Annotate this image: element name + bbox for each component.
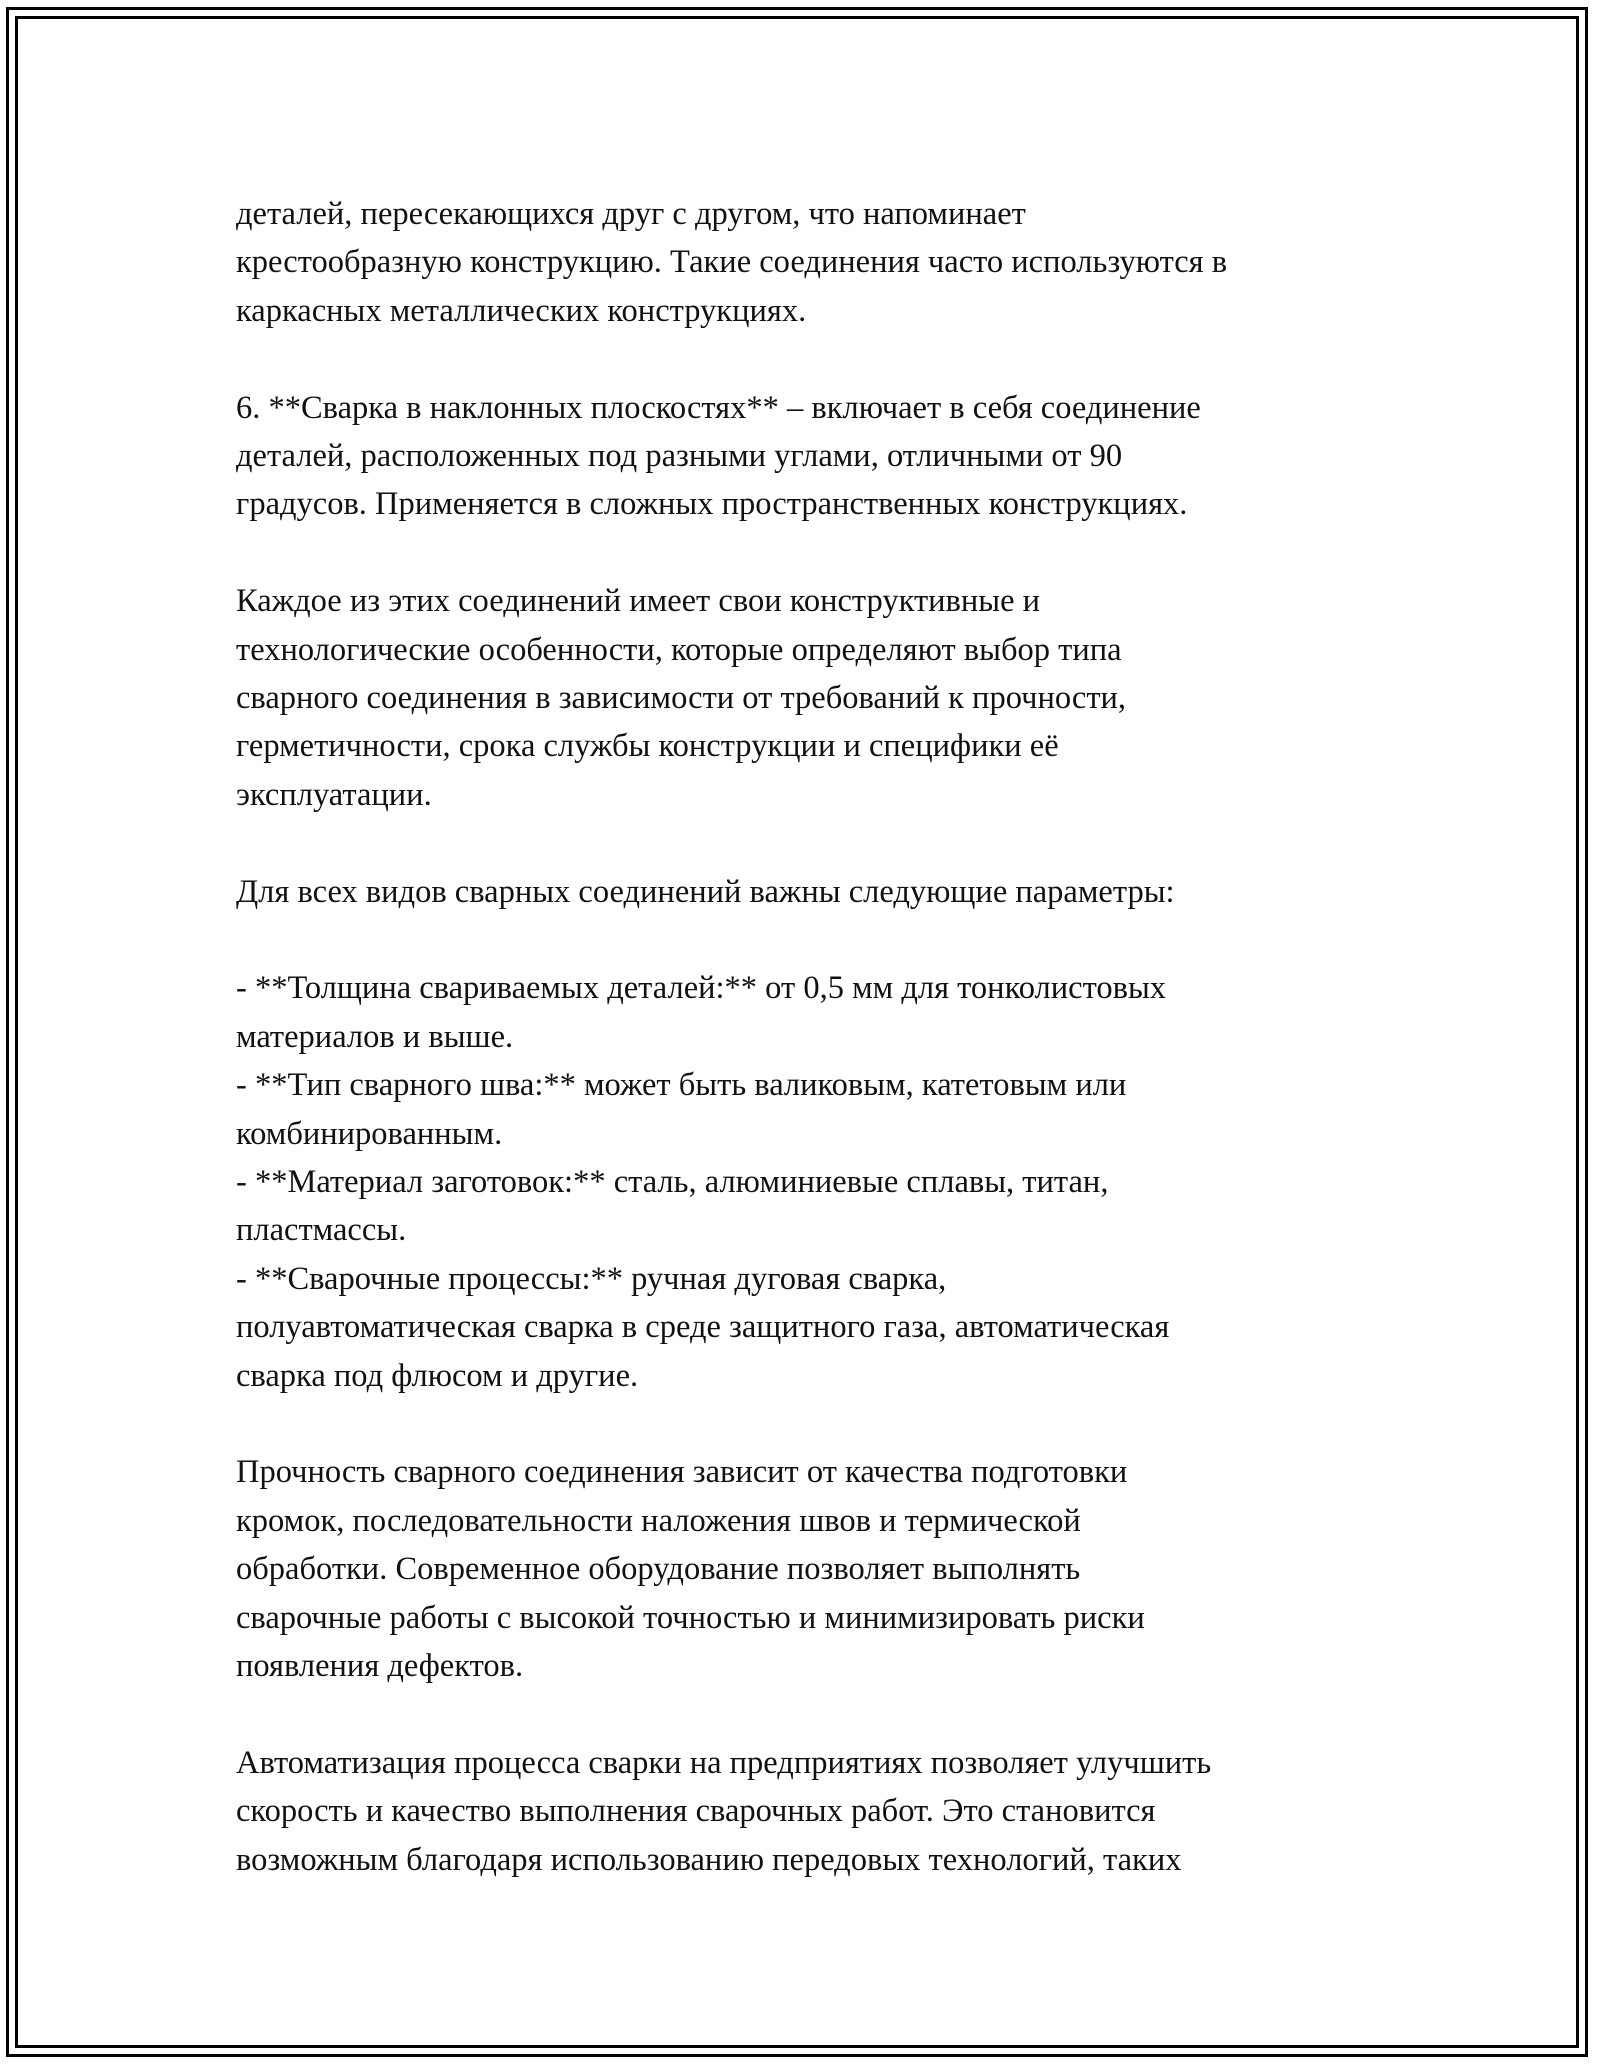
text-line: возможным благодаря использованию передовых технологий, таких: [236, 1841, 1182, 1878]
text-line: появления дефектов.: [236, 1648, 524, 1685]
text-line: Для всех видов сварных соединений важны следующие параметры:: [236, 873, 1175, 910]
parameters-list: [236, 964, 1426, 1400]
text-line: крестообразную конструкцию. Такие соединения часто используются в: [236, 244, 1228, 281]
text-line: Каждое из этих соединений имеет свои конструктивные и: [236, 583, 1041, 620]
list-item-thickness: - **Толщина свариваемых деталей:** от 0,5 мм для тонколистовых: [236, 970, 1167, 1007]
text-line: обработки. Современное оборудование позволяет выполнять: [236, 1551, 1081, 1588]
document-body: [236, 190, 1426, 1933]
paragraph-automation: [236, 1739, 1426, 1884]
paragraph-joint-strength: [236, 1448, 1426, 1690]
list-item-seam-type: - **Тип сварного шва:** может быть валиковым, катетовым или: [236, 1067, 1127, 1104]
list-item-material-cont: пластмассы.: [236, 1212, 407, 1249]
text-line: Автоматизация процесса сварки на предприятиях позволяет улучшить: [236, 1744, 1212, 1781]
paragraph-cross-joint: [236, 190, 1426, 335]
text-line: градусов. Применяется в сложных пространственных конструкциях.: [236, 486, 1188, 523]
list-item-processes-cont: полуавтоматическая сварка в среде защитного газа, автоматическая: [236, 1309, 1170, 1346]
text-line: эксплуатации.: [236, 776, 432, 813]
text-line: скорость и качество выполнения сварочных работ. Это становится: [236, 1793, 1156, 1830]
text-line: герметичности, срока службы конструкции и специфики её: [236, 728, 1059, 765]
text-line: каркасных металлических конструкциях.: [236, 292, 807, 329]
list-item-processes: - **Сварочные процессы:** ручная дуговая сварка,: [236, 1260, 947, 1297]
list-item-seam-type-cont: комбинированным.: [236, 1115, 503, 1152]
paragraph-joint-features: [236, 577, 1426, 819]
list-item-thickness-cont: материалов и выше.: [236, 1018, 514, 1055]
list-item-material: - **Материал заготовок:** сталь, алюминиевые сплавы, титан,: [236, 1164, 1109, 1201]
text-line: технологические особенности, которые определяют выбор типа: [236, 631, 1122, 668]
list-item-processes-cont: сварка под флюсом и другие.: [236, 1357, 639, 1394]
paragraph-parameters-intro: [236, 868, 1426, 916]
text-line: деталей, пересекающихся друг с другом, что напоминает: [236, 196, 1026, 232]
paragraph-inclined-welding: [236, 384, 1426, 529]
text-line: Прочность сварного соединения зависит от качества подготовки: [236, 1454, 1128, 1491]
text-line: кромок, последовательности наложения швов и термической: [236, 1502, 1081, 1539]
text-line: деталей, расположенных под разными углами, отличными от 90: [236, 438, 1123, 475]
text-line: сварного соединения в зависимости от требований к прочности,: [236, 680, 1127, 717]
text-line: сварочные работы с высокой точностью и минимизировать риски: [236, 1599, 1145, 1636]
text-line: 6. **Сварка в наклонных плоскостях** – включает в себя соединение: [236, 389, 1201, 426]
